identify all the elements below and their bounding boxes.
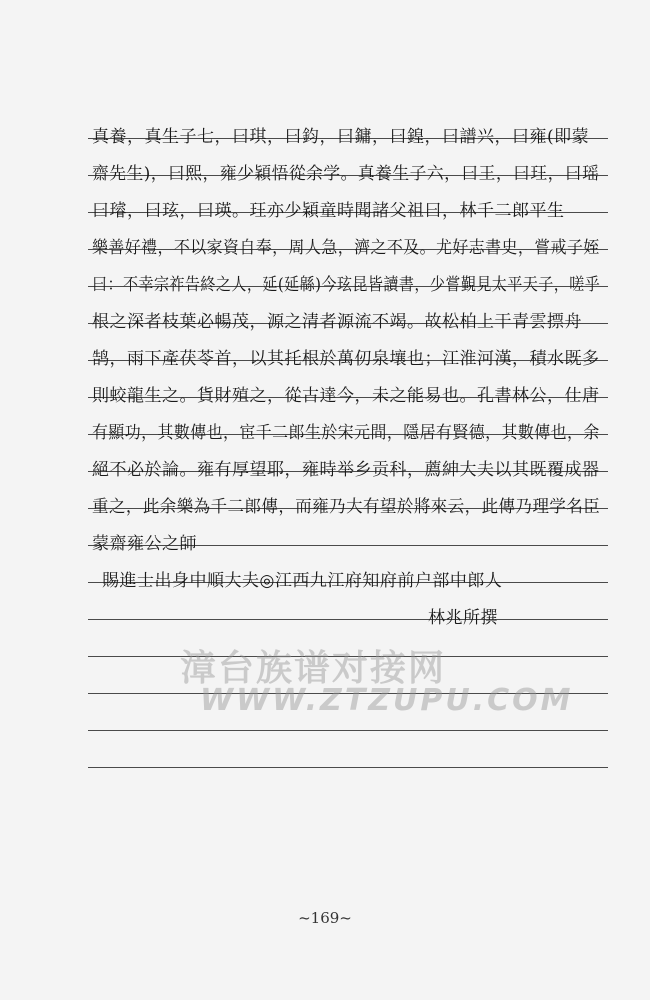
ruled-line: [88, 730, 608, 731]
page-number: ~169~: [298, 909, 352, 927]
text-line-2: 齋先生)，曰熙，雍少穎悟從余学。真養生子六，曰王，曰玨，曰瑶: [92, 164, 600, 184]
author-line: 林兆所撰: [428, 608, 498, 628]
text-line-11: 重之，此余樂為千二郎傳，而雍乃大有望於將來云，此傳乃理学名臣: [92, 497, 601, 517]
text-line-1: 真養，真生子七，曰琪，曰鈞，曰鏞，曰鍠，曰譜兴，曰雍(即蒙: [92, 127, 590, 147]
ruled-line: [88, 619, 608, 620]
text-line-12: 蒙齋雍公之師: [92, 534, 197, 554]
signature-title-line: 賜進士出身中順大夫◎江西九江府知府前户部中郎人: [102, 571, 503, 591]
text-line-10: 絕不必於論。雍有厚望耶，雍時举乡贡科，薦紳大夫以其既覆成器: [92, 460, 600, 480]
watermark-site-name: 漳台族谱对接网: [180, 648, 447, 689]
text-line-7: 鹄，雨下產茯苓首，以其托根於萬仞泉壤也；江淮河漢，積水既多: [92, 349, 600, 369]
text-line-8: 則蛟龍生之。貨財殖之，從古達今，未之能易也。孔書林公，仕唐: [92, 386, 600, 406]
watermark-url: WWW.ZTZUPU.COM: [200, 683, 574, 718]
text-line-4: 樂善好禮，不以家資自奉，周人急，濟之不及。尤好志書史，嘗戒子姪: [92, 238, 600, 258]
text-line-3: 曰璿，曰玹，曰瑛。玨亦少穎童時聞諸父祖曰，林千二郎平生: [92, 201, 565, 221]
ruled-line: [88, 767, 608, 768]
text-line-9: 有顯功，其數傳也，宦千二郎生於宋元間，隱居有賢德，其數傳也，余: [92, 423, 600, 443]
text-line-5: 曰：不幸宗祚告終之人，延(延緜)今玹昆皆讀書，少嘗覲見太平天子，嗟乎: [92, 275, 601, 295]
text-line-6: 根之深者枝葉必暢茂，源之清者源流不竭。故松柏上干青雲摽舟: [92, 312, 582, 332]
